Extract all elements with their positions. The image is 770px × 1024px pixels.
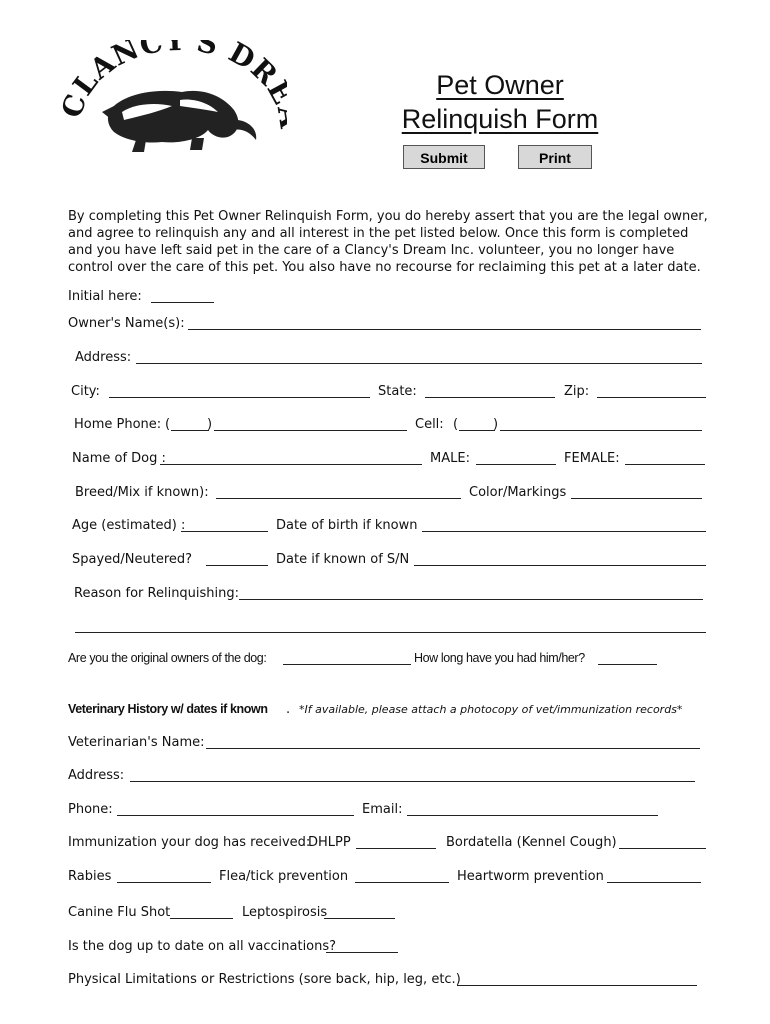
flea-field[interactable] — [355, 869, 449, 883]
original-owner-label: Are you the original owners of the dog: — [68, 651, 267, 665]
bordatella-label: Bordatella (Kennel Cough) — [446, 835, 617, 850]
home-phone-area-close: ) — [207, 417, 213, 432]
reason-label: Reason for Relinquishing: — [74, 586, 240, 601]
heartworm-field[interactable] — [607, 869, 701, 883]
vet-name-field[interactable] — [206, 735, 700, 749]
cell-area: ( — [453, 417, 459, 432]
cell-label: Cell: — [415, 417, 444, 432]
spayed-label: Spayed/Neutered? — [72, 552, 193, 567]
male-label: MALE: — [430, 451, 470, 466]
address-field[interactable] — [136, 350, 702, 364]
age-field[interactable] — [181, 518, 268, 532]
address-label: Address: — [75, 350, 132, 365]
city-label: City: — [71, 384, 100, 399]
sn-date-field[interactable] — [414, 552, 706, 566]
submit-button[interactable]: Submit — [403, 145, 485, 169]
cell-field[interactable] — [500, 417, 702, 431]
home-phone-area: ( — [165, 417, 171, 432]
home-phone-field[interactable] — [214, 417, 407, 431]
breed-field[interactable] — [216, 485, 461, 499]
state-field[interactable] — [425, 384, 555, 398]
lepto-field[interactable] — [324, 905, 395, 919]
flea-label: Flea/tick prevention — [219, 869, 349, 884]
dob-field[interactable] — [422, 518, 706, 532]
owner-names-field[interactable] — [188, 316, 701, 330]
title-line-1: Pet Owner — [436, 70, 564, 100]
up-to-date-label: Is the dog up to date on all vaccinations? — [68, 939, 337, 954]
vet-phone-field[interactable] — [117, 802, 354, 816]
page-title — [380, 68, 620, 136]
home-phone-label: Home Phone: — [74, 417, 162, 432]
physical-field[interactable] — [457, 972, 697, 986]
intro-paragraph: By completing this Pet Owner Relinquish Form, you do hereby assert that you are the legal owner, and agree to relinquish any and all interest in the pet listed below. Once this form is completed and you have left said pet in the care of a Clancy's Dream Inc. volunteer, you no longer have control over the care of this pet. You also have no recourse for reclaiming this pet at a later date. — [68, 209, 708, 275]
title-line-2: Relinquish Form — [401, 104, 599, 134]
city-field[interactable] — [109, 384, 370, 398]
reason-field[interactable] — [239, 586, 703, 600]
rabies-field[interactable] — [117, 869, 211, 883]
canine-flu-field[interactable] — [170, 905, 233, 919]
dhlpp-label: DHLPP — [308, 835, 351, 850]
lepto-label: Leptospirosis — [242, 905, 328, 920]
cell-area-field[interactable] — [459, 417, 495, 431]
state-label: State: — [378, 384, 417, 399]
reason-field-line-2[interactable] — [75, 619, 706, 633]
how-long-label: How long have you had him/her? — [414, 651, 585, 665]
dog-name-field[interactable] — [160, 451, 422, 465]
color-field[interactable] — [571, 485, 702, 499]
female-field[interactable] — [625, 451, 705, 465]
original-owner-field[interactable] — [283, 651, 411, 665]
up-to-date-field[interactable] — [326, 939, 398, 953]
how-long-field[interactable] — [598, 651, 657, 665]
dog-icon — [62, 40, 287, 165]
color-label: Color/Markings — [469, 485, 567, 500]
vet-email-field[interactable] — [407, 802, 658, 816]
rabies-label: Rabies — [68, 869, 112, 884]
vet-address-field[interactable] — [130, 768, 695, 782]
dhlpp-field[interactable] — [356, 835, 436, 849]
female-label: FEMALE: — [564, 451, 620, 466]
male-field[interactable] — [476, 451, 556, 465]
vet-phone-label: Phone: — [68, 802, 113, 817]
immunization-label: Immunization your dog has received: — [68, 835, 311, 850]
heartworm-label: Heartworm prevention — [457, 869, 604, 884]
vet-email-label: Email: — [362, 802, 403, 817]
dob-label: Date of birth if known — [276, 518, 418, 533]
initial-label: Initial here: — [68, 289, 142, 304]
canine-flu-label: Canine Flu Shot — [68, 905, 171, 920]
logo — [62, 40, 287, 165]
bordatella-field[interactable] — [619, 835, 706, 849]
print-button[interactable]: Print — [518, 145, 592, 169]
cell-area-close: ) — [493, 417, 499, 432]
owner-names-label: Owner's Name(s): — [68, 316, 185, 331]
zip-field[interactable] — [597, 384, 706, 398]
initial-field[interactable] — [151, 289, 214, 303]
vet-address-label: Address: — [68, 768, 125, 783]
sn-date-label: Date if known of S/N — [276, 552, 410, 567]
logo-text: LANCY'S DR — [66, 40, 285, 102]
vet-heading: Veterinary History w/ dates if known — [68, 702, 268, 716]
zip-label: Zip: — [564, 384, 590, 399]
physical-label: Physical Limitations or Restrictions (sore back, hip, leg, etc.) — [68, 972, 461, 987]
home-phone-area-field[interactable] — [171, 417, 209, 431]
dog-name-label: Name of Dog : — [72, 451, 166, 466]
breed-label: Breed/Mix if known): — [75, 485, 209, 500]
vet-name-label: Veterinarian's Name: — [68, 735, 205, 750]
vet-heading-period: . — [286, 702, 291, 717]
spayed-field[interactable] — [206, 552, 268, 566]
vet-note: *If available, please attach a photocopy of vet/immunization records* — [299, 703, 683, 716]
age-label: Age (estimated) : — [72, 518, 186, 533]
